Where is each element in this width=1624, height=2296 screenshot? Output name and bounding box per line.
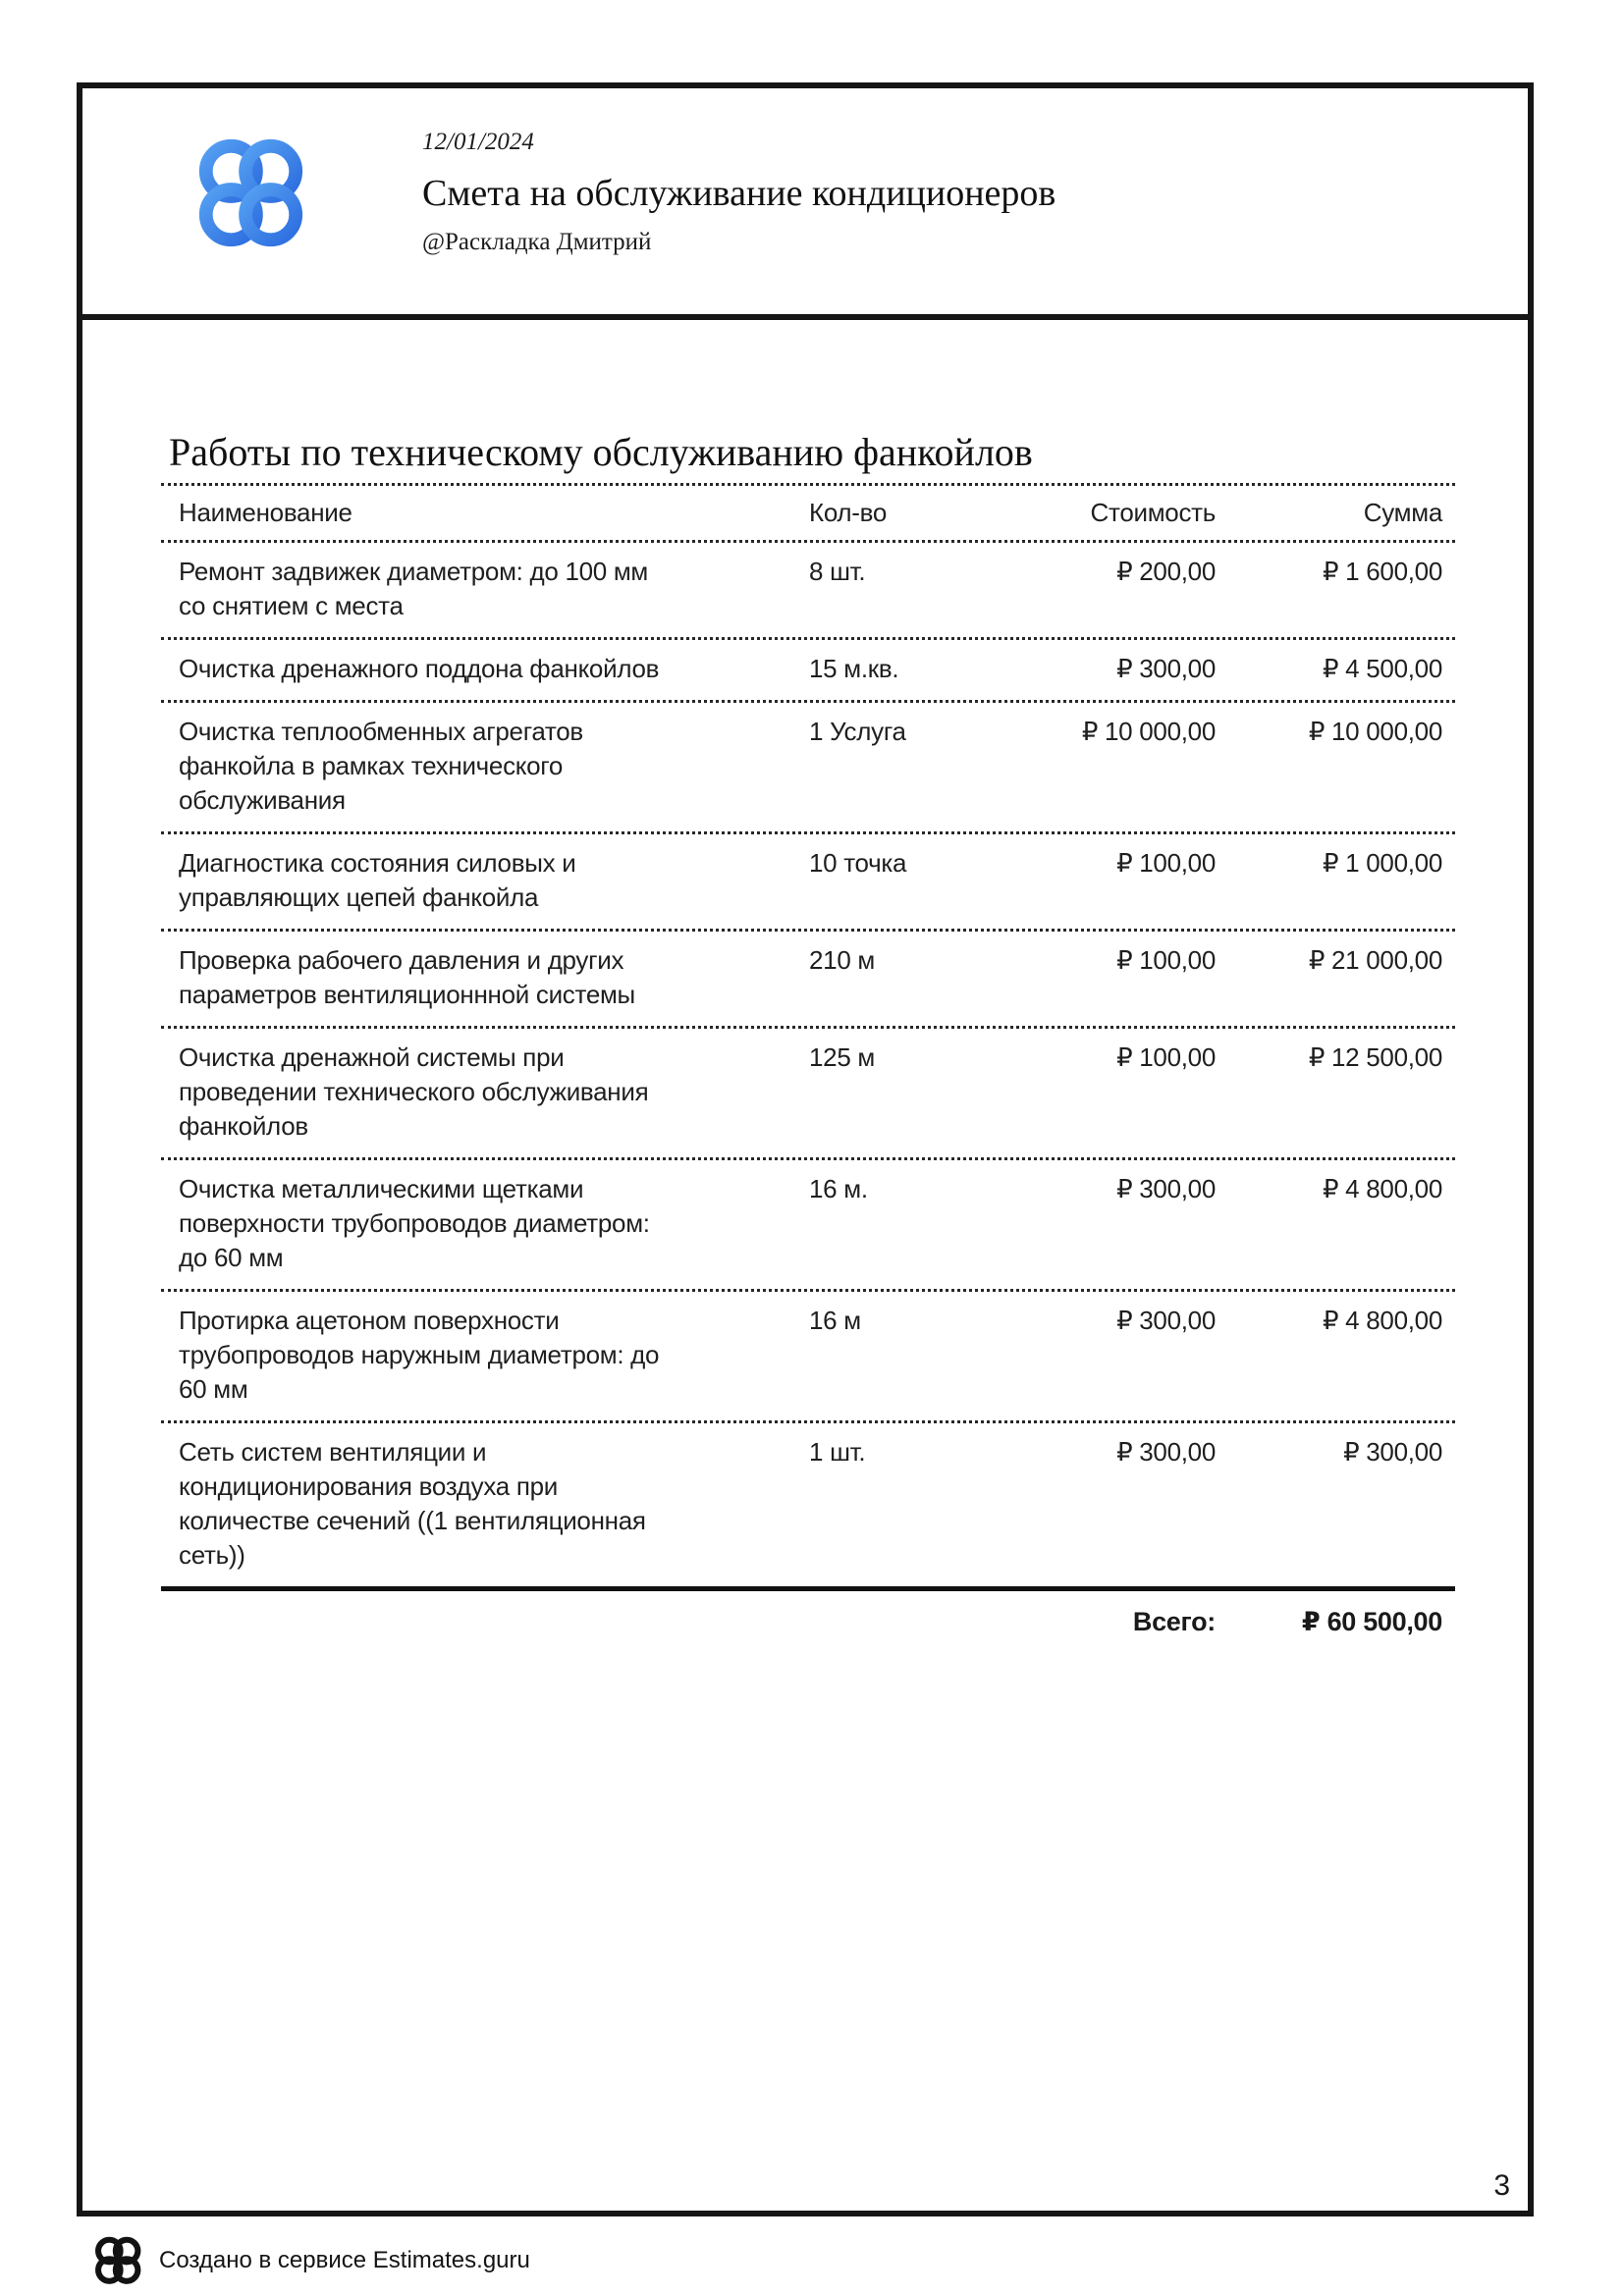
column-header-name: Наименование [179, 498, 352, 527]
row-price: ₽ 10 000,00 [1081, 717, 1216, 746]
row-qty: 10 точка [809, 848, 907, 878]
page-frame [77, 82, 1534, 2216]
document-header [82, 88, 1528, 320]
row-sum: ₽ 10 000,00 [1308, 717, 1442, 746]
table-header-row [161, 483, 1455, 543]
row-price: ₽ 300,00 [1116, 1437, 1216, 1467]
row-qty: 16 м. [809, 1174, 868, 1203]
row-name: Ремонт задвижек диаметром: до 100 мм со снятием с места [179, 557, 649, 620]
footer-service-text: Создано в сервисе Estimates.guru [159, 2247, 530, 2273]
table-row [161, 932, 1455, 1029]
site-footer [92, 2234, 530, 2287]
table-row [161, 1423, 1455, 1586]
table-row [161, 1292, 1455, 1423]
row-sum: ₽ 4 800,00 [1323, 1306, 1442, 1335]
row-qty: 1 Услуга [809, 717, 906, 746]
row-price: ₽ 100,00 [1116, 848, 1216, 878]
row-price: ₽ 100,00 [1116, 1042, 1216, 1072]
document-content [161, 428, 1455, 1637]
row-name: Очистка металлическими щетками поверхности трубопроводов диаметром: до 60 мм [179, 1174, 650, 1272]
row-name: Очистка теплообменных агрегатов фанкойла в рамках технического обслуживания [179, 717, 583, 815]
row-name: Очистка дренажного поддона фанкойлов [179, 654, 660, 683]
row-name: Сеть систем вентиляции и кондиционирования воздуха при количестве сечений ((1 вентиляционная сеть)) [179, 1437, 646, 1570]
row-price: ₽ 300,00 [1116, 654, 1216, 683]
row-name: Проверка рабочего давления и других параметров вентиляционнной системы [179, 945, 635, 1009]
table-row [161, 703, 1455, 834]
row-qty: 15 м.кв. [809, 654, 899, 683]
estimates-guru-footer-logo-icon [92, 2234, 143, 2287]
row-price: ₽ 100,00 [1116, 945, 1216, 975]
column-header-sum: Сумма [1363, 498, 1442, 527]
row-sum: ₽ 4 500,00 [1323, 654, 1442, 683]
row-price: ₽ 200,00 [1116, 557, 1216, 586]
row-price: ₽ 300,00 [1116, 1174, 1216, 1203]
row-name: Протирка ацетоном поверхности трубопроводов наружным диаметром: до 60 мм [179, 1306, 660, 1404]
row-qty: 125 м [809, 1042, 875, 1072]
row-sum: ₽ 21 000,00 [1308, 945, 1442, 975]
row-sum: ₽ 4 800,00 [1323, 1174, 1442, 1203]
estimate-table [161, 483, 1455, 1591]
row-sum: ₽ 1 600,00 [1323, 557, 1442, 586]
estimate-table-body [161, 543, 1455, 1586]
table-row [161, 1029, 1455, 1160]
document-date: 12/01/2024 [422, 129, 534, 155]
column-header-price: Стоимость [1090, 498, 1216, 527]
estimates-guru-logo-icon [192, 135, 308, 251]
table-row [161, 1160, 1455, 1292]
row-qty: 8 шт. [809, 557, 866, 586]
table-row [161, 640, 1455, 703]
total-spacer [161, 1607, 988, 1637]
row-qty: 210 м [809, 945, 875, 975]
table-row [161, 543, 1455, 640]
row-sum: ₽ 12 500,00 [1308, 1042, 1442, 1072]
table-row [161, 834, 1455, 932]
total-value: ₽ 60 500,00 [1301, 1607, 1442, 1636]
row-sum: ₽ 1 000,00 [1323, 848, 1442, 878]
total-row [161, 1607, 1455, 1637]
row-sum: ₽ 300,00 [1343, 1437, 1442, 1467]
document-author: @Раскладка Дмитрий [422, 229, 652, 255]
row-qty: 16 м [809, 1306, 861, 1335]
row-name: Диагностика состояния силовых и управляющих цепей фанкойла [179, 848, 576, 912]
row-name: Очистка дренажной системы при проведении технического обслуживания фанкойлов [179, 1042, 649, 1141]
column-header-qty: Кол-во [809, 498, 888, 527]
section-title: Работы по техническому обслуживанию фанкойлов [169, 430, 1033, 474]
header-text-block [422, 128, 1056, 257]
row-price: ₽ 300,00 [1116, 1306, 1216, 1335]
total-label: Всего: [1132, 1607, 1216, 1636]
page-number: 3 [1493, 2169, 1510, 2202]
row-qty: 1 шт. [809, 1437, 866, 1467]
document-title: Смета на обслуживание кондиционеров [422, 173, 1056, 214]
